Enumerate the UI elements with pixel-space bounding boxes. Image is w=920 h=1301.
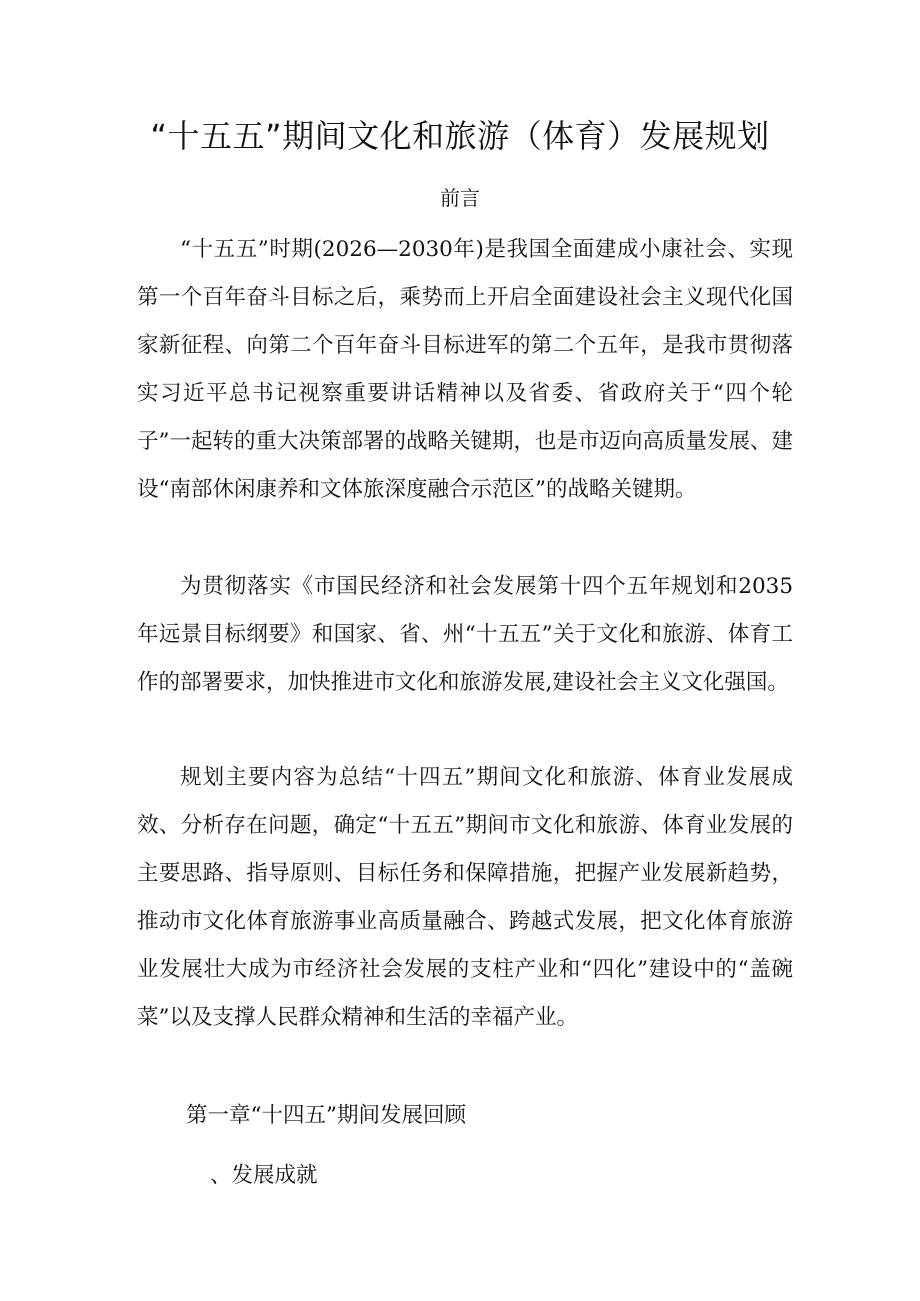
preface-heading: 前言 [440, 186, 480, 210]
paragraph-intro: “十五五”时期(2026—2030年)是我国全面建成小康社会、实现第一个百年奋斗目标之后，乘势而上开启全面建设社会主义现代化国家新征程、向第二个百年奋斗目标进军的第二个五年，是我市贯彻落实习近平总书记视察重要讲话精神以及省委、省政府关于“四个轮子”一起转的重大决策部署的战略关键期，也是市迈向高质量发展、建设“南部休闲康养和文体旅深度融合示范区”的战略关键期。 [137, 237, 793, 502]
paragraph-content: 规划主要内容为总结“十四五”期间文化和旅游、体育业发展成效、分析存在问题，确定“十五五”期间市文化和旅游、体育业发展的主要思路、指导原则、目标任务和保障措施，把握产业发展新趋势，推动市文化体育旅游事业高质量融合、跨越式发展，把文化体育旅游业发展壮大成为市经济社会发展的支柱产业和“四化”建设中的“盖碗菜”以及支撑人民群众精神和生活的幸福产业。 [137, 765, 793, 1030]
chapter-heading: 第一章“十四五”期间发展回顾 [186, 1103, 466, 1128]
document-title: “十五五”期间文化和旅游（体育）发展规划 [150, 117, 770, 155]
paragraph-purpose: 为贯彻落实《市国民经济和社会发展第十四个五年规划和2035年远景目标纲要》和国家、省、州“十五五”关于文化和旅游、体育工作的部署要求，加快推进市文化和旅游发展,建设社会主义文化强国。 [137, 574, 793, 695]
section-heading: 、发展成就 [210, 1163, 318, 1188]
